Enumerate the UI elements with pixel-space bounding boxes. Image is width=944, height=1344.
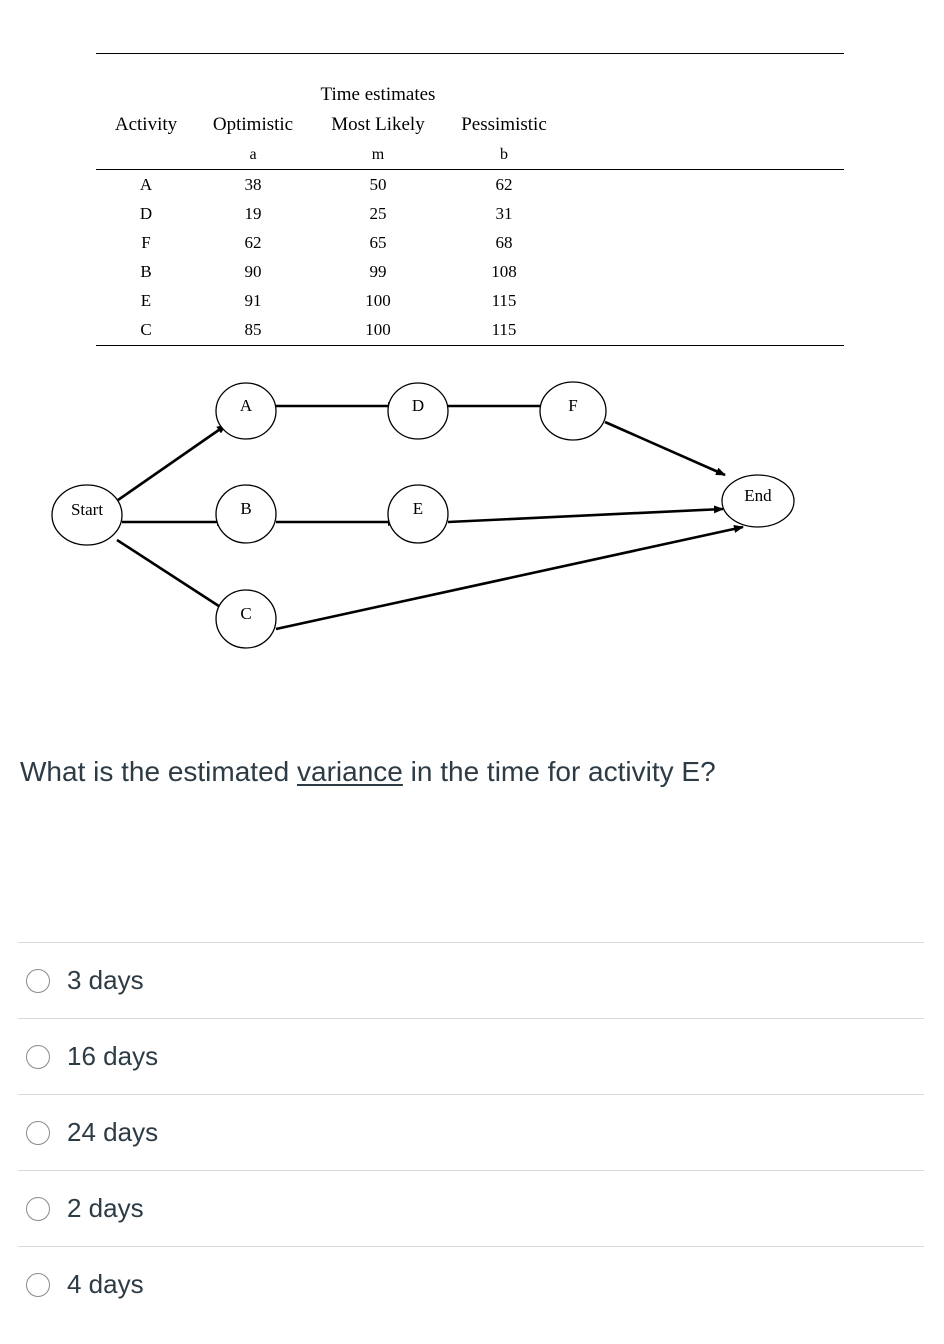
table-cell-a: 90 — [244, 262, 262, 281]
table-cell-a: 62 — [244, 233, 262, 252]
table-cell-m: 25 — [369, 204, 387, 223]
table-cell-a: 91 — [244, 291, 262, 310]
table-cell-activity: F — [141, 233, 151, 252]
answer-option[interactable] — [18, 942, 924, 1018]
node-label: D — [411, 395, 425, 415]
answer-option[interactable] — [18, 1246, 924, 1322]
table-cell-b: 68 — [495, 233, 513, 252]
symbol-m: m — [371, 146, 385, 163]
table-cell-a: 38 — [244, 175, 262, 194]
symbol-a: a — [249, 146, 257, 163]
table-cell-a: 19 — [244, 204, 262, 223]
column-header-activity: Activity — [114, 114, 178, 135]
answer-choices — [18, 942, 924, 1322]
node-e — [388, 485, 448, 543]
node-end — [722, 475, 794, 527]
node-label: A — [239, 395, 253, 415]
node-a — [216, 383, 276, 439]
question-text-after: in the time for activity E? — [402, 756, 716, 787]
symbol-b: b — [500, 146, 508, 163]
edge-e-to-end — [448, 509, 723, 522]
answer-label: 16 days — [67, 1041, 159, 1071]
node-label: B — [240, 498, 252, 518]
table-cell-b: 31 — [495, 204, 513, 223]
table-cell-activity: C — [140, 320, 152, 339]
table-cell-activity: B — [140, 262, 152, 281]
node-c — [216, 590, 276, 648]
node-b — [216, 485, 276, 543]
question-text-before: What is the estimated — [20, 756, 298, 787]
network-nodes — [52, 382, 794, 648]
radio-button[interactable] — [26, 1045, 50, 1069]
node-label: C — [240, 603, 252, 623]
table-cell-m: 50 — [369, 175, 387, 194]
table-cell-m: 100 — [365, 320, 391, 339]
time-estimates-header: Time estimates — [320, 84, 436, 105]
node-label: End — [744, 485, 772, 505]
table-cell-a: 85 — [244, 320, 262, 339]
node-label: F — [568, 395, 578, 415]
table-bottom-rule — [96, 345, 844, 346]
node-label: E — [412, 498, 424, 518]
table-cell-b: 108 — [491, 262, 517, 281]
table-cell-activity: A — [139, 175, 153, 194]
table-cell-m: 65 — [369, 233, 387, 252]
radio-button[interactable] — [26, 1273, 50, 1297]
table-top-rule — [96, 53, 844, 54]
question-text — [20, 756, 716, 788]
table-cell-m: 100 — [365, 291, 391, 310]
node-d — [388, 383, 448, 439]
edge-start-to-a — [118, 425, 226, 500]
node-f — [540, 382, 606, 440]
answer-option[interactable] — [18, 1018, 924, 1094]
column-header-optimistic: Optimistic — [212, 114, 294, 135]
edge-c-to-end — [276, 527, 743, 629]
answer-label: 24 days — [67, 1117, 159, 1147]
node-start — [52, 485, 122, 545]
radio-button[interactable] — [26, 1121, 50, 1145]
answer-label: 2 days — [67, 1193, 144, 1223]
table-header-rule — [96, 169, 844, 170]
table-cell-b: 115 — [491, 291, 517, 310]
node-label: Start — [70, 499, 104, 519]
answer-label: 3 days — [67, 965, 144, 995]
table-cell-m: 99 — [369, 262, 387, 281]
column-header-pessimistic: Pessimistic — [461, 114, 547, 135]
table-cell-activity: D — [139, 204, 153, 223]
activity-network-diagram — [0, 360, 944, 680]
edge-f-to-end — [605, 422, 725, 475]
variance-term: variance — [297, 756, 403, 787]
answer-label: 4 days — [67, 1269, 144, 1299]
edge-start-to-c — [117, 540, 228, 612]
table-cell-b: 115 — [491, 320, 517, 339]
radio-button[interactable] — [26, 969, 50, 993]
column-header-most-likely: Most Likely — [331, 114, 425, 135]
answer-option[interactable] — [18, 1094, 924, 1170]
answer-option[interactable] — [18, 1170, 924, 1246]
table-cell-b: 62 — [495, 175, 513, 194]
radio-button[interactable] — [26, 1197, 50, 1221]
table-cell-activity: E — [140, 291, 152, 310]
